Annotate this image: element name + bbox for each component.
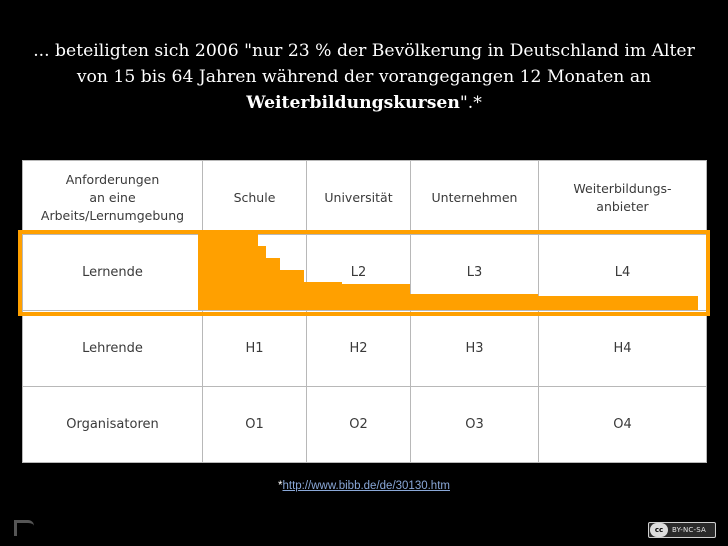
header-col4-line-2: anbieter [596, 198, 649, 214]
requirements-table [22, 160, 706, 462]
header-col4-line-1: Weiterbildungs- [573, 180, 672, 196]
table-header-row [23, 161, 707, 235]
cell-l4: L4 [539, 235, 707, 311]
creative-commons-badge[interactable] [648, 522, 716, 538]
source-asterisk: * [278, 480, 283, 492]
row-label-lehrende: Lehrende [23, 311, 203, 387]
cell-h1: H1 [203, 311, 307, 387]
participation-staircase-step-4 [280, 270, 304, 310]
cell-o4: O4 [539, 387, 707, 463]
participation-staircase-step-7 [410, 294, 538, 310]
row-label-organisatoren: Organisatoren [23, 387, 203, 463]
cell-l2: L2 [307, 235, 411, 311]
header-unternehmen: Unternehmen [411, 161, 539, 235]
participation-staircase-step-5 [304, 282, 342, 310]
slide-corner-icon [14, 520, 34, 536]
header-weiterbildungsanbieter [539, 161, 707, 235]
header-corner-line-2: an eine [89, 189, 136, 205]
source-link[interactable]: http://www.bibb.de/de/30130.htm [282, 480, 450, 492]
cell-o1: O1 [203, 387, 307, 463]
header-corner-line-1: Anforderungen [65, 171, 160, 187]
table-row [23, 387, 707, 463]
participation-staircase-step-2 [258, 246, 266, 310]
quote-part-1: ... beteiligten sich 2006 "nur 23 % der Bevölkerung in Deutschland im Alter von 15 bis 64 Jahren während der vorangegangen 12 Monaten an [33, 41, 695, 87]
row-label-lernende: Lernende [23, 235, 203, 311]
header-corner-line-3: Arbeits/Lernumgebung [40, 207, 185, 223]
table-row [23, 311, 707, 387]
cell-o3: O3 [411, 387, 539, 463]
cell-o2: O2 [307, 387, 411, 463]
matrix-table [22, 160, 707, 463]
header-schule: Schule [203, 161, 307, 235]
source-footnote [0, 480, 728, 492]
participation-staircase-step-6 [342, 284, 410, 310]
participation-staircase-step-3 [266, 258, 280, 310]
quote-text [20, 38, 708, 116]
header-universitaet: Universität [307, 161, 411, 235]
cell-h4: H4 [539, 311, 707, 387]
cell-l3: L3 [411, 235, 539, 311]
header-corner-cell [23, 161, 203, 235]
cell-h2: H2 [307, 311, 411, 387]
quote-bold-term: Weiterbildungskursen [246, 93, 460, 113]
cell-h3: H3 [411, 311, 539, 387]
participation-staircase-step-1 [198, 234, 258, 310]
participation-staircase-step-8 [538, 296, 698, 310]
cc-icon: cc [650, 523, 668, 537]
license-terms: BY-NC-SA [672, 526, 707, 534]
quote-part-2: ".* [459, 93, 482, 113]
